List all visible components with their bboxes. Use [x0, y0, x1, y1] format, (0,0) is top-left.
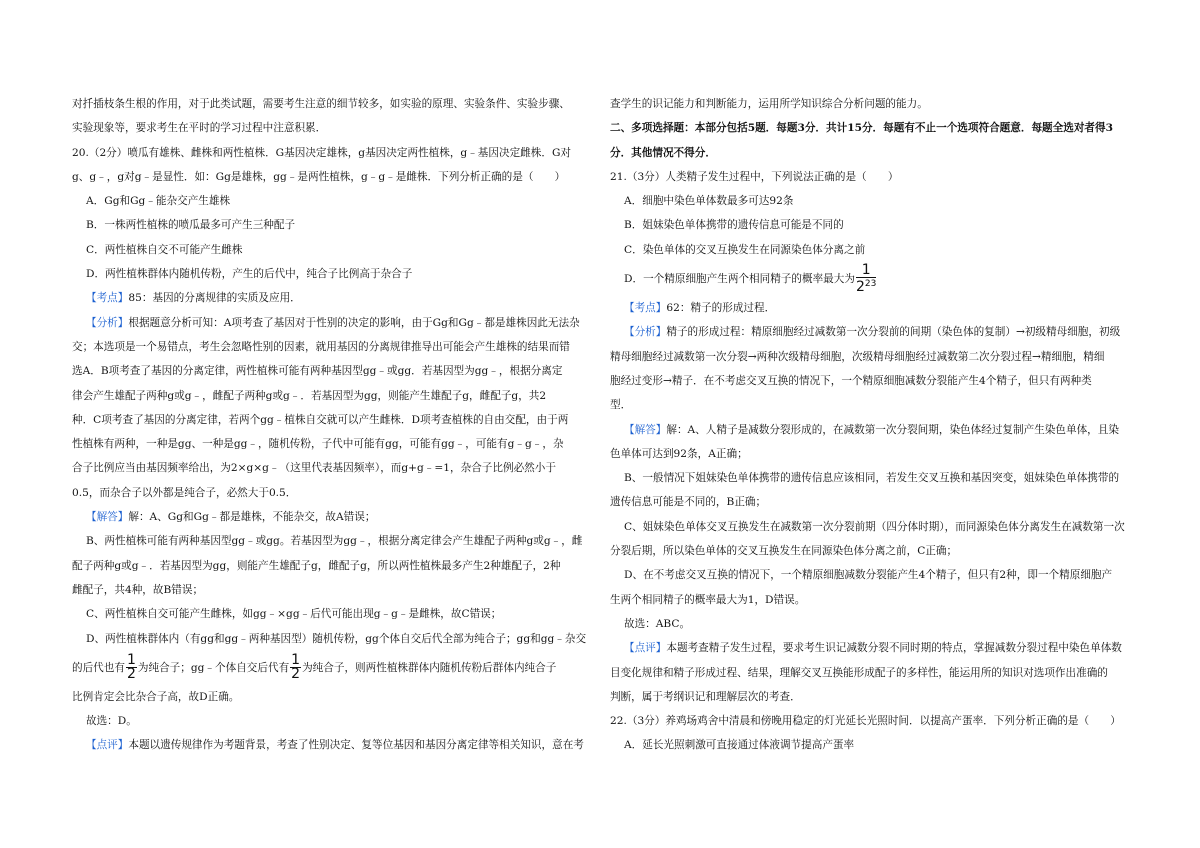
power-exponent: 23: [864, 279, 877, 290]
fraction-numerator: 1: [856, 264, 876, 278]
text-line: 型．: [610, 399, 632, 412]
question-20-stem-cont: g、g﹣，g对g﹣是显性．如：Gg是雄株，gg﹣是两性植株，g﹣g﹣是雌株．下列分析正确的是（ ）: [72, 170, 566, 183]
text-line: 判断，属于考纲识记和理解层次的考查．: [610, 690, 801, 703]
dianping-text: 本题以遗传规律作为考题背景，考查了性别决定、复等位基因和基因分离定律等相关知识，意在考: [128, 739, 584, 752]
question-21-stem: 21.（3分）人类精子发生过程中，下列说法正确的是（ ）: [610, 170, 899, 183]
text-line: 雌配子，共4种，故B错误；: [72, 583, 204, 596]
dianping-tag: 【点评】: [86, 739, 129, 752]
fenxi-line: [72, 311, 588, 335]
answer-line: 故选：D。: [86, 715, 137, 728]
fenxi-line: [610, 320, 1126, 344]
option-d: D．两性植株群体内随机传粉，产生的后代中，纯合子比例高于杂合子: [86, 268, 413, 281]
text-line: 胞经过变形→精子．在不考虑交叉互换的情况下，一个精原细胞减数分裂能产生4个精子，但只有两种类: [610, 374, 1092, 387]
jieda-text: 解：A、Gg和Gg﹣都是雄株，不能杂交，故A错误；: [128, 511, 376, 524]
text-line: D、在不考虑交叉互换的情况下，一个精原细胞减数分裂能产生4个精子，但只有2种，即一个精原细胞产: [624, 569, 1113, 582]
text-line: 分裂后期，所以染色单体的交叉互换发生在同源染色体分离之前，C正确；: [610, 545, 958, 558]
power-base: 2: [855, 279, 865, 296]
jieda-text: 解：A、人精子是减数分裂形成的，在减数第一次分裂间期，染色体经过复制产生染色单体，且染: [666, 423, 1119, 436]
text-line: 目变化规律和精子形成过程、结果，理解交叉互换能形成配子的多样性，能运用所的知识对选项作出准确的: [610, 666, 1108, 679]
text-line: B、两性植株可能有两种基因型gg﹣或gg。若基因型为gg﹣，根据分离定律会产生雄配子两种g或g﹣，雌: [86, 535, 583, 548]
option-b: B．姐妹染色单体携带的遗传信息可能是不同的: [624, 219, 844, 232]
option-d: [610, 262, 1126, 296]
jieda-tag: 【解答】: [86, 511, 129, 524]
question-20-stem: 20.（2分）喷瓜有雄株、雌株和两性植株．G基因决定雄株，g基因决定两性植株，g﹣基因决定雌株．G对: [72, 146, 572, 159]
text-line: C、两性植株自交可能产生雌株，如gg﹣×gg﹣后代可能出现g﹣g﹣是雌株，故C错误；: [86, 608, 502, 621]
text-line: 生两个相同精子的概率最大为1，D错误。: [610, 593, 806, 606]
option-a: A．细胞中染色单体数最多可达92条: [624, 195, 794, 208]
text-line: 种．C项考查了基因的分离定律，若两个gg﹣植株自交就可以产生雌株．D项考查植株的自由交配，由于两: [72, 413, 569, 426]
text-span: 为纯合子；gg﹣个体自交后代有: [137, 661, 290, 674]
fraction-one-half: [126, 654, 137, 681]
fraction-numerator: 1: [126, 652, 136, 669]
fraction-one-over-2-pow-23: [856, 264, 876, 294]
fraction-one-half: [290, 654, 301, 681]
kaodian-text: 62：精子的形成过程．: [666, 302, 776, 315]
text-line: 0.5，而杂合子以外都是纯合子，必然大于0.5．: [72, 486, 297, 499]
section-title-cont: 分．其他情况不得分．: [610, 146, 716, 159]
fenxi-text: 精子的形成过程：精原细胞经过减数第一次分裂前的间期（染色体的复制）→初级精母细胞，初级: [666, 326, 1121, 339]
option-c: C．两性植株自交不可能产生雌株: [86, 243, 243, 256]
dianping-line: [610, 636, 1126, 660]
option-c: C．染色单体的交叉互换发生在同源染色体分离之前: [624, 243, 866, 256]
option-a: A．Gg和Gg﹣能杂交产生雄株: [86, 195, 231, 208]
dianping-text: 本题考查精子发生过程，要求考生识记减数分裂不同时期的特点，掌握减数分裂过程中染色单体数: [666, 642, 1122, 655]
text-line: 色单体可达到92条，A正确；: [610, 447, 748, 460]
text-line: 遗传信息可能是不同的，B正确；: [610, 496, 767, 509]
dianping-line: [72, 733, 588, 757]
dianping-tag: 【点评】: [624, 642, 667, 655]
jieda-tag: 【解答】: [624, 423, 667, 436]
text-line: 性植株有两种，一种是gg、一种是gg﹣，随机传粉，子代中可能有gg，可能有gg﹣，可能有g﹣g﹣，杂: [72, 438, 564, 451]
text-line: 实验现象等，要求考生在平时的学习过程中注意积累．: [72, 122, 327, 135]
fenxi-tag: 【分析】: [86, 316, 129, 329]
text-line: 选A．B项考查了基因的分离定律，两性植株可能有两种基因型gg﹣或gg．若基因型为gg﹣，根据分离定: [72, 365, 563, 378]
text-line: C、姐妹染色单体交叉互换发生在减数第一次分裂前期（四分体时期），而同源染色体分离发生在减数第一次: [624, 520, 1125, 533]
kaodian-line: [610, 296, 1126, 320]
kaodian-tag: 【考点】: [86, 292, 129, 305]
kaodian-text: 85：基因的分离规律的实质及应用．: [128, 292, 301, 305]
text-line: 配子两种g或g﹣．若基因型为gg，则能产生雄配子g，雌配子g，所以两性植株最多产生2种雄配子，2种: [72, 559, 561, 572]
fraction-numerator: 1: [291, 652, 301, 669]
right-column: [610, 92, 1126, 758]
text-line: 对扦插枝条生根的作用，对于此类试题，需要考生注意的细节较多，如实验的原理、实验条件、实验步骤、: [72, 98, 570, 110]
text-line: D、两性植株群体内（有gg和gg﹣两种基因型）随机传粉，gg个体自交后代全部为纯合子；gg和gg﹣杂交: [86, 632, 587, 645]
text-line: 合子比例应当由基因频率给出，为2×g×g﹣（这里代表基因频率），而g+g﹣=1，杂合子比例必然小于: [72, 462, 556, 475]
jieda-line: [610, 418, 1126, 442]
fraction-line: [72, 651, 588, 685]
text-span: 的后代也有: [72, 661, 125, 674]
question-22-stem: 22.（3分）养鸡场鸡舍中清晨和傍晚用稳定的灯光延长光照时间．以提高产蛋率．下列分析正确的是（ ）: [610, 715, 1121, 728]
jieda-line: [72, 505, 588, 529]
fraction-denominator: 2: [291, 666, 301, 683]
section-title: 二、多项选择题：本部分包括5题．每题3分．共计15分．每题有不止一个选项符合题意．每题全选对者得3: [610, 122, 1113, 135]
answer-line: 故选：ABC。: [624, 617, 691, 630]
fraction-denominator: 2: [126, 666, 136, 683]
kaodian-tag: 【考点】: [624, 302, 667, 315]
fraction-denominator: [856, 278, 876, 294]
text-span: 为纯合子，则两性植株群体内随机传粉后群体内纯合子: [302, 661, 557, 674]
option-a: A．延长光照刺激可直接通过体液调节提高产蛋率: [624, 739, 855, 752]
text-line: 查学生的识记能力和判断能力，运用所学知识综合分析问题的能力。: [610, 98, 928, 110]
text-line: 比例肯定会比杂合子高，故D正确。: [72, 690, 240, 703]
text-line: 交；本选项是一个易错点，考生会忽略性别的因素，就用基因的分离规律推导出可能会产生雄株的结果而错: [72, 340, 570, 353]
option-b: B．一株两性植株的喷瓜最多可产生三种配子: [86, 219, 296, 232]
fenxi-text: 根据题意分析可知：A项考查了基因对于性别的决定的影响，由于Gg和Gg﹣都是雄株因此无法杂: [128, 316, 580, 329]
kaodian-line: [72, 286, 588, 310]
left-column: [72, 92, 588, 758]
text-line: 律会产生雄配子两种g或g﹣，雌配子两种g或g﹣．若基因型为gg，则能产生雄配子g，雌配子g，共2: [72, 389, 547, 402]
text-line: 精母细胞经过减数第一次分裂→两种次级精母细胞，次级精母细胞经过减数第二次分裂过程→精细胞，精细: [610, 350, 1105, 363]
option-d-text: D．一个精原细胞产生两个相同精子的概率最大为: [624, 273, 855, 286]
text-line: B、一般情况下姐妹染色单体携带的遗传信息应该相同，若发生交叉互换和基因突变，姐妹染色单体携带的: [624, 472, 1120, 485]
fenxi-tag: 【分析】: [624, 326, 667, 339]
